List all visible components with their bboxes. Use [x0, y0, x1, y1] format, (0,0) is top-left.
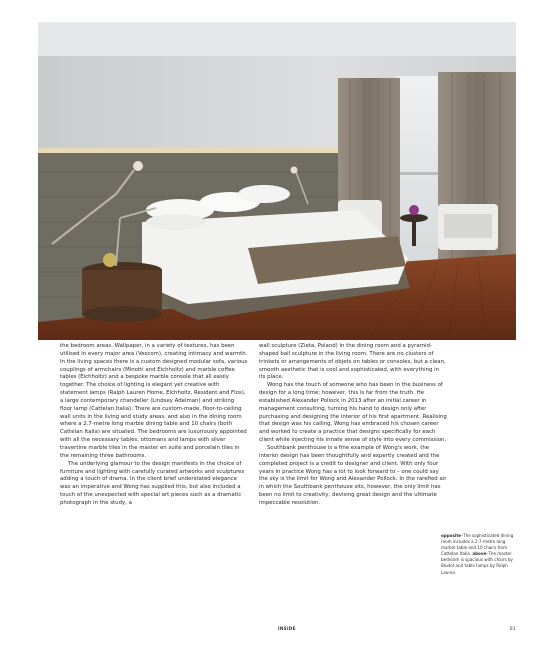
photo-caption	[441, 533, 521, 576]
page-number: 81	[510, 626, 516, 631]
paragraph: Southbank penthouse is a fine example of Wong's work, the interior design has been thoughtfully and expertly created and the completed project is a credit to designer and client. With only four years in practice Wong has a lot to look forward to – one could say the sky is the limit for Wong and Alexander Pollock. In the rarefied air in which the Southbank penthouse sits, however, the only limit has been no limit to creativity, devising great design and the ultimate impeccable resolution.	[259, 444, 447, 506]
nightstand-flowers	[103, 253, 117, 267]
lamp-head-right	[291, 167, 298, 174]
bedroom-photo	[38, 22, 516, 340]
pillow-4	[146, 214, 206, 230]
caption-label-above: above	[472, 551, 487, 557]
nightstand-base	[82, 306, 162, 322]
window-frame	[394, 172, 442, 175]
flower-vase	[409, 205, 419, 215]
paragraph: wall sculpture (Zieta, Poland) in the dining room and a pyramid-shaped ball sculpture in the living room. There are no clusters of trinkets or arrangements of objets on tables or consoles, but a clean, smooth aesthetic that is cool and sophisticated, with everything in its place.	[259, 343, 446, 381]
body-column-2	[259, 343, 447, 508]
side-table-leg	[412, 218, 416, 246]
caption-text-above: –The master bedroom is spacious with chairs by Bludot and table lamps by Ralph Lauren.	[441, 551, 513, 575]
body-column-1	[60, 343, 248, 508]
caption-label-opposite: opposite	[441, 533, 462, 538]
paragraph: the bedroom areas. Wallpaper, in a variety of textures, has been utilised in every major area (Vescom), creating intimacy and warmth. In the living spaces there is a custom designed modular sofa, various couplings of armchairs (Minotti and Eichholtz) and marble coffee tables (Eichholtz) and a bespoke marble console that all easily together. The choice of lighting is elegant yet creative with statement lamps (Ralph Lauren Home, Eichholtz, Resident and Flos), a large contemporary chandelier (Lindsey Adelman) and striking floor lamp (Cattelan Italia). There are custom-made, floor-to-ceiling wall units in the living and study areas, and also in the dining room where a 2.7-metre long marble dining table and 10 chairs (both Cattelan Italia) are situated. The bedrooms are luxuriously appointed with all the necessary tables, ottomans and lamps with silver travertine marble tiles in the master en suite and porcelain tiles in the remaining three bathrooms.	[60, 343, 248, 459]
pillow-3	[238, 185, 290, 203]
window	[396, 76, 440, 262]
paragraph: The underlying glamour to the design manifests in the choice of furniture and lighting with carefully curated artworks and sculptures adding a touch of drama. In the client brief understated elegance was an imperative and Wong has supplied this, but also included a touch of the unexpected with special art pieces such as a dramatic photograph in the study, a	[60, 460, 245, 506]
lamp-head-left	[133, 161, 143, 171]
panel-light-strip	[38, 148, 338, 153]
armchair-cushion	[444, 214, 492, 238]
ceiling	[38, 22, 516, 56]
folio-magazine-name: INSIDE	[278, 626, 296, 631]
caption-text-opposite: –The sophisticated dining room includes a 2.7-metre long marble table and 10 chairs from Cattelan Italia.	[441, 533, 514, 557]
paragraph: Wong has the touch of someone who has been in the business of design for a long time; however, this is far from the truth. He established Alexander Pollock in 2013 after an initial career in management consulting, turning his hand to design only after purchasing and designing the interior of his first apartment. Realising that design was his calling, Wong has embraced his chosen career and worked to create a practice that designs specifically for each client while injecting his innate sense of style into every commission.	[259, 382, 447, 444]
